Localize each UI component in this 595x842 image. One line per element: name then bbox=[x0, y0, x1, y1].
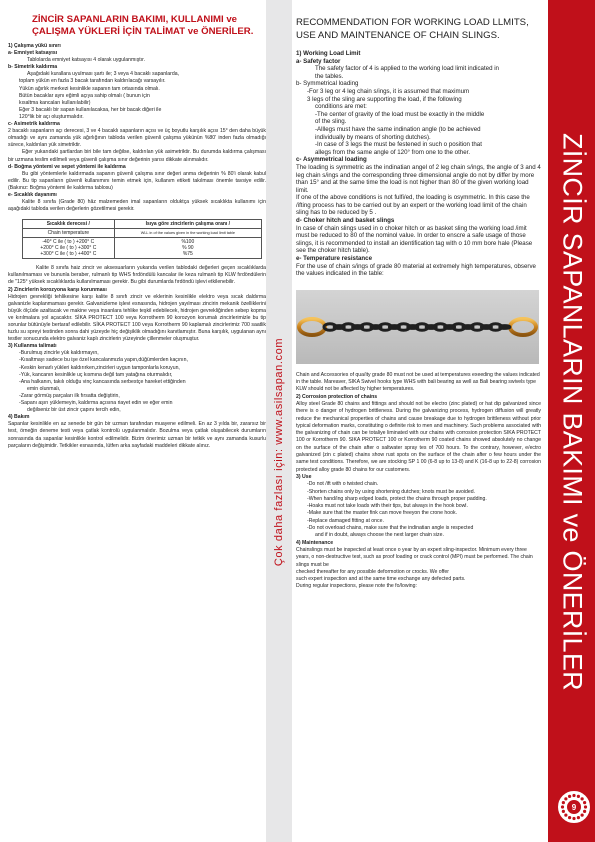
list-item: -Replace damaged fitting at once. bbox=[307, 517, 384, 524]
paragraph: Chain and Accessories of qua/ity grade 80 must not be used at temperatures exeeding the values indicated in the table. Mareaver, SIKA Swivel hooks type WHS with bali bearing as well as Bali bearing swivels type KLW should not be affected by higher temperatures. bbox=[296, 371, 540, 393]
paragraph: During regular inspections, please note the fo/lowing: bbox=[296, 583, 417, 590]
side-title-bar bbox=[548, 0, 595, 842]
paragraph: If one of the above conditions is not fulfi/ed, the loading is osymmetric. In this case the /ifting process has to be carried out by an expert or the working load limit of the chain sling has to be reduced by 5 . bbox=[296, 194, 530, 217]
subsection-heading: d- Choker hitch and basket slings bbox=[296, 217, 395, 225]
list-item: -Keskin kenarlı yükleri kaldırırken,zincirleri uygun tamponlarla koruyun, bbox=[19, 364, 180, 371]
chain-photo bbox=[296, 290, 539, 364]
vertical-title: ZİNCİR SAPANLARIN BAKIMI ve ÖNERİLER bbox=[557, 133, 588, 691]
paragraph: Chainslings must be inspected at least once o year by an expert sling-inspector. Minimum every three years, o non-destructive test, such as proof loading or crack control (MPI) must be performed. The chain slings must be bbox=[296, 546, 533, 568]
list-item: -Do not /ift with o twisted chain. bbox=[307, 481, 379, 488]
list-item: -Kısaltmayı sadece bu işe özel kancalanmızla yapın,düğümlerden kaçının, bbox=[19, 357, 188, 364]
paragraph: In case of chain slings used in o choker hitch or as basket sling the working load /imit bbox=[296, 224, 527, 232]
paragraph: Sapanlar kesinlikle en az senede bir gün bir uzman tarafından muayene edilmeli. En az 3 yılda bir, zararsız bir test, örneğin deneme testi veya çatlak kontrolü uygulanmalıdır. Bozulma veya çatlak oluşabilecek durumların sonrasında da sapanlar kesinlikle kontrol edilmelidir. Bizim önerimiz uzman bir tetkik ve aynı zamanda kusurlu parçaların değişimidir. Tetkikler esnasında, lütfen arka sayfadaki maddeleri dikkate alınız. bbox=[8, 421, 266, 449]
list-item: değilseniz bir üst zincir çapını tercih edin, bbox=[27, 407, 121, 414]
list-item: -Shorten chains only by using shortening dutches; knots must be avoided. bbox=[307, 488, 476, 495]
list-item: and if in doubt, always choose the next larger chain size. bbox=[315, 532, 444, 539]
section-heading: 3) Use bbox=[296, 473, 312, 480]
list-item: -Sapanı aşırı yüklemeyin, kaldırma açısına riayet edin ve eğer emin bbox=[19, 400, 173, 407]
section-heading: 2) Corrosion protection of chains bbox=[296, 393, 378, 400]
section-heading: 4) Bakım bbox=[8, 414, 30, 421]
subsection-heading: c- Asymmetrical loading bbox=[296, 156, 367, 164]
paragraph: Tablolarda emniyet katsayısı 4 olarak uygulanmıştır. bbox=[27, 57, 146, 64]
table-header: WLL in of the values given in the working load limit table bbox=[114, 229, 261, 238]
paragraph: Hidrojen gevrekliği tehlikesine karşı kalite 8 sınıfı zincir ve eklerinin kesinlikle elektro veya sıcak daldırma galvanizle kaplanmaması gerekir. Galvanizleme işlevi esnasında, hidrojen yayılması zincirin mekanik özelliklerini büyük ölçüde azaltacak ve makine veya insanlara tehlike teşkil edebilecek, hidrojen gevrekliğinden sebep kopma ve kırılmalara yol açacaktır. SİKA PROTECT 100 veya Korrotherm 90 korozyon korumalı zincirlerimizle bu tip sorunlar bütünüyle bertaraf edilebilir. SİKA PROTECT 100 veya Korrotherm 90 kaplamalı zincirlerimiz 700 saatlik tuzlu su spreyi testinden sonra dahi yüzeyde hiç değişiklik olmadığını kanıtlamıştır. Buna karşılık, uygulanan aynı testler sonucunda elektro galvaniz kaplı zincirlerin yüzeyinde çillenmeler oluşmuştur. bbox=[8, 293, 266, 343]
section-heading: 1) Çalışma yükü sınırı bbox=[8, 43, 61, 49]
paragraph: checked thereafter for any possible deformotion or crocks. We offer bbox=[296, 568, 449, 575]
turkish-column bbox=[8, 10, 266, 834]
english-title: RECOMMENDATION FOR WORKING LOAD LLMITS, USE AND MAINTENANCE OF CHAIN SLINGS. bbox=[296, 17, 529, 41]
list-item: emin olunmalı, bbox=[27, 385, 61, 392]
paragraph: The safety factor of 4 is applied to the working load limit indicated in bbox=[315, 65, 499, 73]
paragraph: conditions are met: bbox=[315, 103, 367, 111]
temperature-table bbox=[22, 219, 262, 259]
subsection-heading: c- Asimetrik kaldırma bbox=[8, 121, 60, 128]
paragraph: allegs from the same angle of 120° from one to the other. bbox=[315, 148, 471, 156]
paragraph: Kalite 8 sınıfa haiz zincir ve aksesuarların yukarıda verilen tablodaki değerleri geçen sıcaklıklarda kullanılmaması ve bununla beraber, rulmanlı tip WHS fırdöndülü kancalar ile keza rulmanlı tip KLW fırdöndülerin de "125° yüksek sıcaklıklarda kullanılmaması gerekir. Bu gibi durumlarda fırdöndü işlevi etkilenebilir. bbox=[8, 265, 266, 286]
section-heading: 2) Zincirlerin korozyona karşı korunması bbox=[8, 286, 107, 293]
paragraph: toplam yükün en fazla 3 bacak tarafından kaldırılacağı varsayılır. bbox=[19, 78, 166, 85]
list-item: -Burulmuş zincirle yük kaldırmayın, bbox=[19, 350, 99, 357]
table-header: Sıcaklık derecesi / bbox=[23, 220, 115, 229]
table-header: Chain temperature bbox=[23, 229, 115, 238]
table-header: Isıya göre zincirlerin çalışma oranı / bbox=[114, 220, 261, 229]
list-item: -Do not overload chains, make sure that the indinatian angle is respected bbox=[307, 525, 474, 532]
paragraph: Bu gibi yöntemlerle kaldırmada sapanın güvenli çalışma sınır değeri anma değerinin % 80'i olarak kabul edilir. Bu tip sapanların güvenli kullanımını temin etmek için, kullanım etiketi takılması önemle tavsiye edilir. (Bakınız: Boğma yöntemi ile kaldırma tablosu) bbox=[8, 170, 266, 191]
list-item: -Make sure that the master fink can move freeyon the crone hook. bbox=[307, 510, 458, 517]
paragraph: Bütün bacaklar aynı eğimli açıya sahip olmalı ( bunun için bbox=[19, 92, 150, 99]
list-item: -Hoaks must not take loads with their tips, but always in the hook bowl. bbox=[307, 503, 468, 510]
section-heading: 3) Kullanma talimatı bbox=[8, 343, 57, 350]
paragraph: Yükün ağırlık merkezi kesinlikle sapanın tam ortasında olmalı. bbox=[19, 85, 160, 92]
english-column bbox=[296, 10, 541, 834]
page-number-badge bbox=[557, 790, 591, 824]
table-cell: %100 % 90 %75 bbox=[114, 238, 261, 259]
paragraph: the tables. bbox=[315, 72, 344, 80]
subsection-heading: a- Safety factor bbox=[296, 57, 341, 65]
paragraph: 120°lik bir açı oluşturmalıdır. bbox=[19, 113, 84, 120]
subsection-heading: e- Temperature resistance bbox=[296, 255, 372, 263]
list-item: -Ana halkanın, takılı olduğu vinç kancasında serbestçe hareket ettiğinden bbox=[19, 378, 186, 385]
paragraph: kısaltma kancaları kullanılabilir) bbox=[19, 99, 91, 106]
paragraph: 3 legs of the sling are supporting the load, if the following bbox=[307, 95, 462, 103]
paragraph: -In case of 3 legs the must be festened in such o position that bbox=[315, 141, 482, 149]
turkish-body bbox=[8, 43, 266, 213]
paragraph: of the sling. bbox=[315, 118, 347, 126]
subsection-heading: b- Symmetrical loading bbox=[296, 80, 359, 88]
website-link[interactable]: Çok daha fazlası için: www.asilsapan.com bbox=[273, 337, 285, 567]
paragraph: -Alllegs must have the same indination angle (to be achieved bbox=[315, 125, 481, 133]
chain-logo-icon bbox=[557, 790, 591, 824]
english-body-2 bbox=[296, 372, 541, 591]
section-heading: 1) Working Load Limit bbox=[296, 50, 361, 57]
turkish-body-2 bbox=[8, 265, 266, 449]
paragraph: The loading is symmetric as the indinatian angel of 2 leg chain s/ings, the angle of 3 and 4 leg chain s/ings and the corresponding three dimensional angle do not by differ by more than 15° and at the same time the load is not higher than 80 of the given working load limit. bbox=[296, 163, 541, 194]
list-item: -When hand/ing sharp edged loads, protect the chains through proper padding. bbox=[307, 495, 487, 502]
paragraph: Alloy steel Grade 80 chains and fittings and should not be electro (zinc plated) or hat dip galvanized since there is o danger of hydrogen brittleness. During the galvanizing process, hydrogen diffusion will greatly reduce the mechanical properties of chains and cause breakage due to hydrogen brittleness without prior typical deformation marks, constituting o definite risk to men and machinery. Such problems associated with the galvanizing of chain can be totaliye liminated with our chains with corrosion protection SIKA PROTECT 100 or Korrotherm 90. SIKA PROTECT 100 or Korrotherm 90 coated chains showed absolutely no change on the surface of the chain after o saltwater spray tes of 700 hours. To the contrary, however, e/ectro galvanized (zin c plated) chains show rust spots on the surface of the chain after o few hours under the same test conditions. Therefore, we are stocking SP 1 00 (6-8 up to 13-8) and K (16-8 up to 22-8) corrosion protected alloy grade 80 chains for our customers. bbox=[296, 401, 541, 473]
turkish-title: ZİNCİR SAPANLARIN BAKIMI, KULLANIMI ve ÇALIŞMA YÜKLERİ İÇİN TALİMAT ve ÖNERİLER. bbox=[32, 14, 254, 37]
section-heading: 4) Maintenance bbox=[296, 539, 334, 546]
table-cell: -40° C ile ( to ) +200° C +200° C ile ( to ) +300° C +300° C ile ( to ) +400° C bbox=[23, 238, 115, 259]
paragraph: 2 bacaklı sapanların açı derecesi, 3 ve 4 bacaklı sapanların açısı ve üç boyutlu karşılık açısı 15° den daha büyük olmadığı ve aynı zamanda yük ağırlığının tabloda verilen güvenli çalışma yükünün %80' inden fazla olmadığı sürece, kaldırılan yük simetriktir. bbox=[8, 128, 266, 149]
subsection-heading: d- Boğma yöntemi ve sepet yöntemi ile kaldırma bbox=[8, 163, 126, 170]
list-item: -Zarar görmüş parçaları ilk fırsatta değiştirin, bbox=[19, 392, 120, 399]
paragraph: -For 3 leg or 4 leg chain s/ings, it is assumed that maximum bbox=[307, 87, 470, 95]
paragraph: Eğer yukarıdaki şartlardan biri bile tam değilse, kaldırılan yük asimetriktir. Bu durumda kaldırma çalışması bir uzmana teslim edilmeli veya güvenli çalışma sınır değerinin yarısı dikkate alınmalıdır. bbox=[8, 149, 266, 163]
paragraph: Kalite 8 sınıfa (Grade 80) hâz malzemeden imal sapanların olduktça yüksek sıcaklıkta kullanımı için aşağıdaki tabloda verilen değerlerin gözetilmesi gerekir. bbox=[8, 199, 266, 213]
subsection-heading: a- Emniyet katsayısı bbox=[8, 50, 58, 57]
english-body bbox=[296, 50, 541, 278]
website-strip bbox=[266, 0, 292, 842]
page-number: 9 bbox=[571, 803, 577, 812]
subsection-heading: b- Simetrik kaldırma bbox=[8, 64, 58, 71]
paragraph: -The center of gravity of the load must be exactly in the middle bbox=[315, 110, 485, 118]
paragraph: must be reduced to 80 of the nominol value. In order to enscre a safe usage of those slings, it is recommended to install an identification tag with o 10 mm bore hale (Please see the choker hitch table). bbox=[296, 232, 533, 255]
paragraph: For the use of chain s/ings of grade 80 material at extremely high temperatures, observe the values indicated in the table: bbox=[296, 262, 536, 278]
list-item: -Yük, kancanın kesinlikle uç kısmına değil tam yatağına oturmalıdır, bbox=[19, 371, 173, 378]
paragraph: Aşağıdaki kurallara uyulması şartı ile; 3 veya 4 bacaklı sapanlarda, bbox=[27, 71, 180, 78]
subsection-heading: e- Sıcaklık dayanımı bbox=[8, 191, 57, 198]
paragraph: Eğer 3 bacaklı bir sapan kullanılacaksa, her bir bacak diğeri ile bbox=[19, 106, 162, 113]
chain-sling-image bbox=[296, 290, 539, 364]
paragraph: such expert inspection and at the same time exchange any defected parts. bbox=[296, 576, 466, 583]
paragraph: individually by means of shorting dutches). bbox=[315, 133, 431, 141]
